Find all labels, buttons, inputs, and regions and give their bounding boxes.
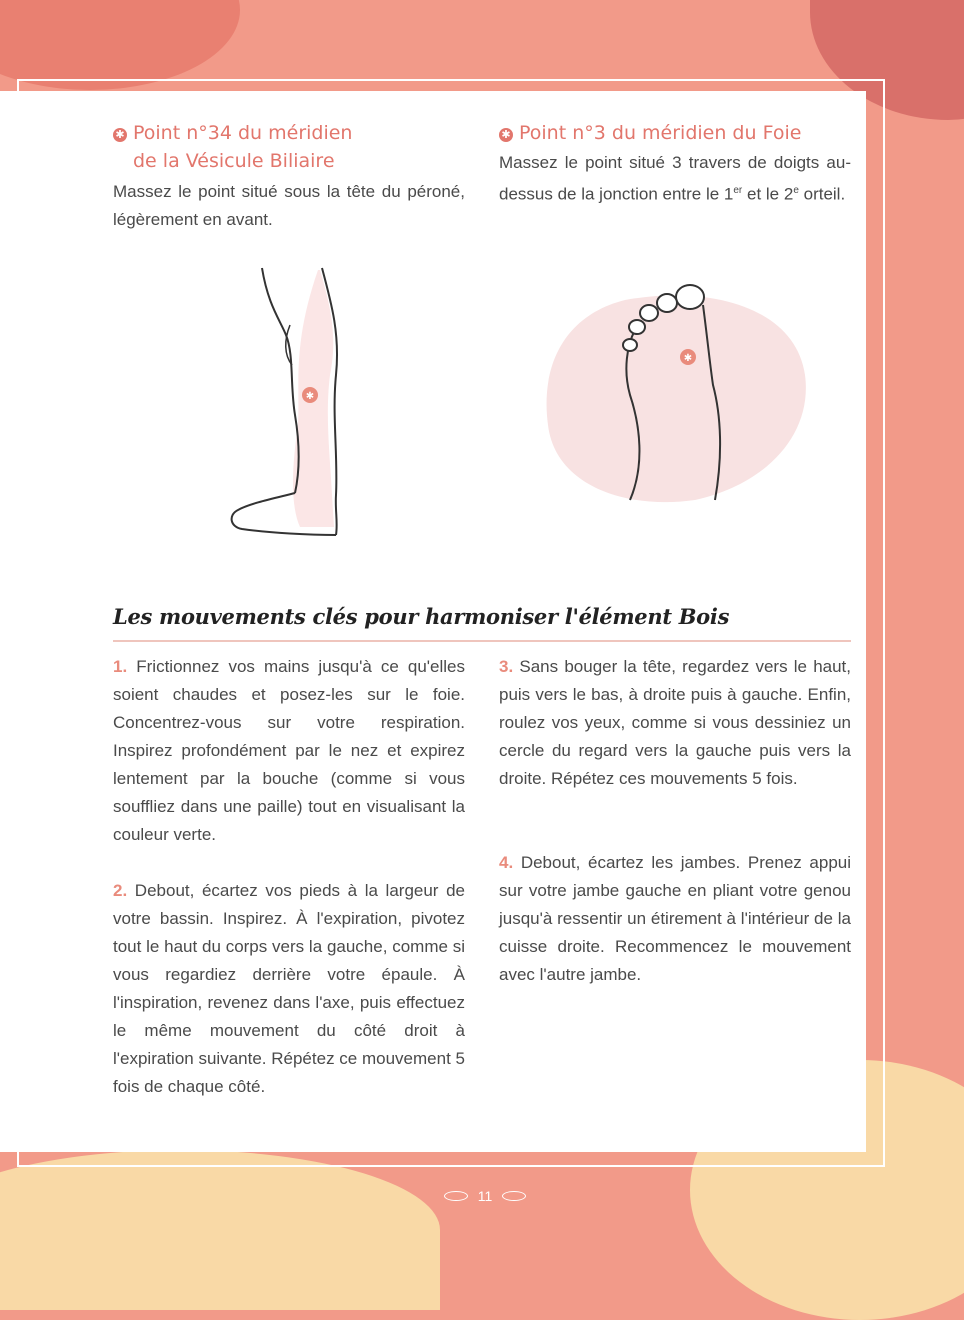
flower-dot-icon: ✱ (499, 128, 513, 142)
page-number: 11 (477, 1188, 493, 1204)
point3-title: Point n°3 du méridien du Foie (519, 122, 802, 144)
svg-text:✱: ✱ (683, 353, 693, 364)
point34-description: Massez le point situé sous la tête du péroné, légèrement en avant. (113, 182, 465, 229)
superscript: er (733, 185, 743, 196)
point3-heading (499, 119, 859, 147)
ornament-icon (444, 1191, 468, 1201)
page-footer (440, 1184, 530, 1208)
step-number: 1. (113, 657, 128, 676)
leg-illustration (220, 265, 350, 540)
ornament-icon (502, 1191, 526, 1201)
section-title: Les mouvements clés pour harmoniser l'élément Bois (113, 604, 730, 629)
flower-dot-icon: ✱ (113, 128, 127, 142)
step-1 (113, 653, 465, 849)
point3-body-part: et le 2 (742, 184, 794, 204)
step-text: Sans bouger la tête, regardez vers le haut, puis vers le bas, à droite puis à gauche. Enfin, roulez vos yeux, comme si vous dessiniez un cercle du regard vers la gauche puis vers la droite. Répétez ces mouvements 5 fois. (499, 657, 851, 788)
decorative-blob (0, 1150, 440, 1310)
foot-illustration (545, 275, 810, 510)
point34-heading (113, 119, 473, 175)
step-number: 4. (499, 853, 514, 872)
step-number: 3. (499, 657, 514, 676)
superscript: e (793, 185, 799, 196)
point3-body-part: orteil. (798, 184, 846, 204)
decorative-blob (0, 0, 240, 90)
step-4 (499, 849, 851, 989)
step-text: Debout, écartez les jambes. Prenez appui sur votre jambe gauche en pliant votre genou jusqu'à ressentir un étirement à l'intérieur de la cuisse droite. Recommencez le mouvement avec l'autre jambe. (499, 853, 851, 984)
point3-body-part: Massez le point situé 3 travers de doigts au-dessus de la jonction entre le 1 (499, 153, 851, 204)
point3-description (499, 149, 851, 209)
step-text: Frictionnez vos mains jusqu'à ce qu'elles soient chaudes et posez-les sur le foie. Concentrez-vous sur votre respiration. Inspirez profondément par le nez et expirez lentement par la bouche (comme si vous souffliez dans une paille) tout en visualisant la couleur verte. (113, 657, 465, 844)
step-text: Debout, écartez vos pieds à la largeur de votre bassin. Inspirez. À l'expiration, pivotez tout le haut du corps vers la gauche, comme si vous regardiez derrière votre épaule. À l'inspiration, revenez dans l'axe, puis effectuez le même mouvement du côté droit à l'expiration suivante. Répétez ce mouvement 5 fois de chaque côté. (113, 881, 465, 1096)
step-number: 2. (113, 881, 128, 900)
point34-title-line2: de la Vésicule Biliaire (133, 150, 335, 172)
step-3 (499, 653, 851, 793)
point34-title-line1: Point n°34 du méridien (133, 122, 353, 144)
divider (113, 640, 851, 642)
step-2 (113, 877, 465, 1101)
svg-text:✱: ✱ (305, 391, 315, 402)
